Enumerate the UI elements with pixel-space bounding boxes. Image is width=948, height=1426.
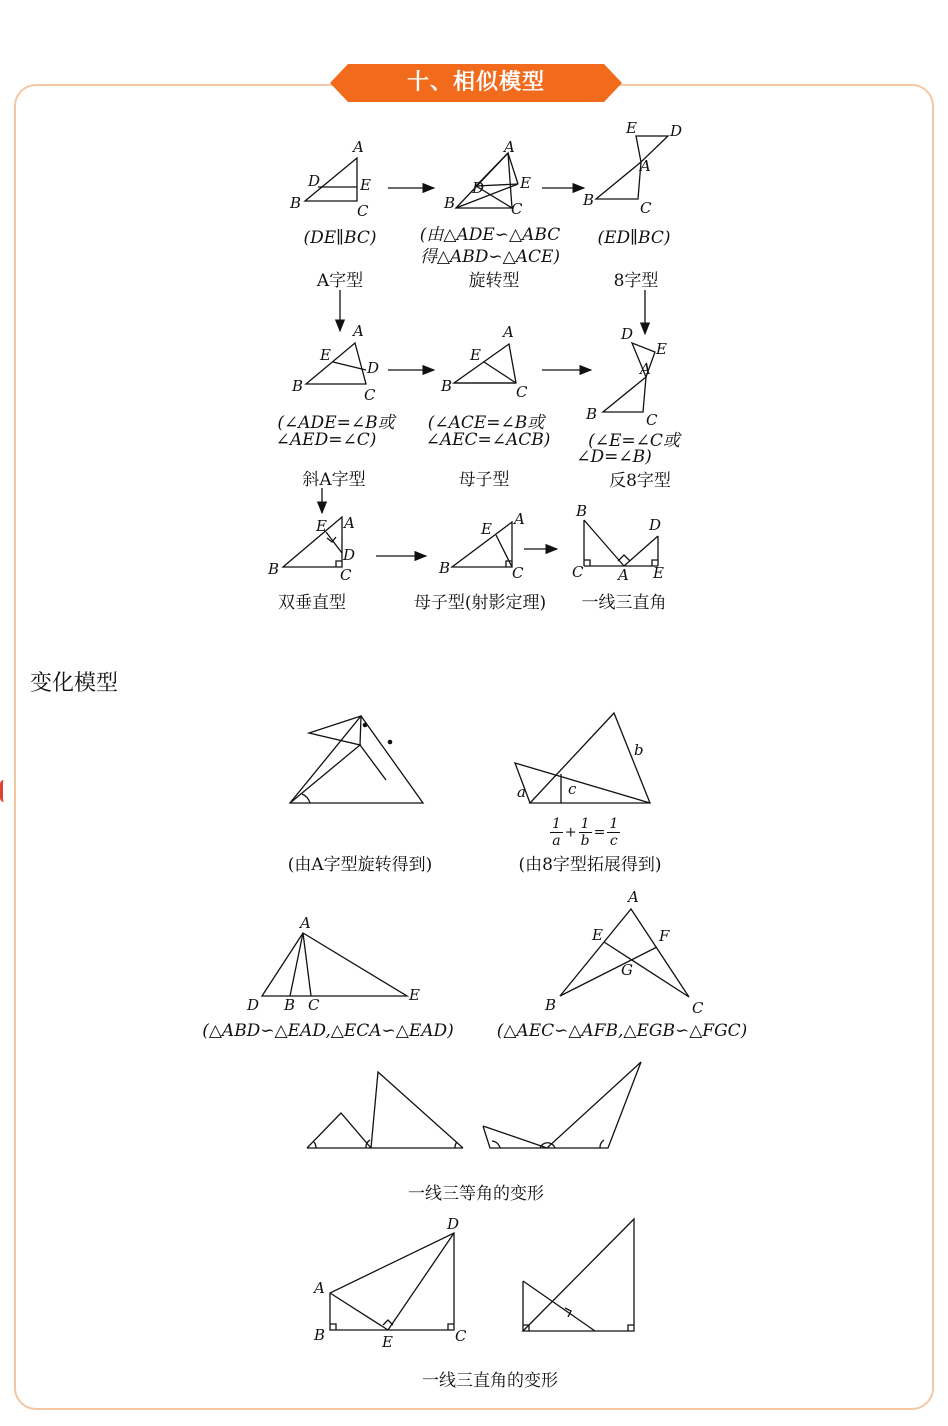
extend-eight-caption: (由8字型拓展得到) bbox=[518, 855, 662, 875]
point-label: A bbox=[618, 566, 629, 584]
similarity-equation-2: (△AEC∽△AFB,△EGB∽△FGC) bbox=[496, 1021, 748, 1041]
oblique-a-name: 斜A字型 bbox=[302, 470, 366, 490]
reverse-eight-condition-1: (∠E=∠C或 bbox=[588, 431, 680, 451]
reverse-eight-condition-2: ∠D=∠B) bbox=[576, 447, 652, 467]
point-label: C bbox=[511, 200, 523, 218]
point-label: a bbox=[517, 783, 526, 801]
one-line-three-right-figure bbox=[584, 520, 658, 566]
point-label: B bbox=[586, 405, 598, 423]
point-label: D bbox=[447, 1215, 460, 1233]
point-label: B bbox=[292, 377, 304, 395]
three-right-angles-caption: 一线三直角的变形 bbox=[422, 1371, 558, 1391]
rotation-condition-1: (由△ADE∽△ABC bbox=[419, 225, 561, 245]
point-label: B bbox=[268, 560, 280, 578]
point-label: D bbox=[308, 172, 321, 190]
oblique-a-condition-2: ∠AED=∠C) bbox=[275, 430, 377, 450]
reciprocal-formula: $\frac{1}{a}$ + $\frac{1}{b}$ = $\frac{1}{c}$ bbox=[552, 816, 619, 849]
rotation-figure bbox=[456, 153, 518, 208]
point-label: F bbox=[659, 927, 670, 945]
point-label: B bbox=[439, 559, 451, 577]
point-label: C bbox=[516, 383, 528, 401]
point-label: G bbox=[621, 961, 633, 979]
eight-type-condition: (ED∥BC) bbox=[597, 228, 671, 248]
three-equal-angles-figure-2 bbox=[483, 1062, 641, 1148]
point-label: D bbox=[367, 359, 380, 377]
double-perpendicular-name: 双垂直型 bbox=[278, 593, 346, 613]
point-label: C bbox=[308, 996, 320, 1014]
point-label: B bbox=[545, 996, 557, 1014]
point-label: B bbox=[284, 996, 296, 1014]
triangle-dbce-figure bbox=[262, 933, 407, 996]
point-label: B bbox=[583, 191, 595, 209]
point-label: A bbox=[344, 514, 355, 532]
three-right-angles-figure-1 bbox=[330, 1233, 454, 1330]
mother-child-condition-2: ∠AEC=∠ACB) bbox=[425, 430, 551, 450]
point-label: C bbox=[512, 564, 524, 582]
point-label: A bbox=[300, 914, 311, 932]
point-label: C bbox=[640, 199, 652, 217]
rotation-name: 旋转型 bbox=[468, 271, 520, 291]
point-label: D bbox=[649, 516, 662, 534]
rotation-condition-2: 得△ABD∽△ACE) bbox=[419, 247, 561, 267]
point-label: E bbox=[481, 520, 492, 538]
point-label: C bbox=[364, 386, 376, 404]
point-label: b bbox=[634, 741, 644, 759]
point-label: C bbox=[340, 566, 352, 584]
point-label: E bbox=[653, 564, 664, 582]
oblique-a-condition-1: (∠ADE=∠B或 bbox=[277, 413, 395, 433]
rotated-a-figure bbox=[290, 716, 423, 803]
eight-type-figure bbox=[596, 136, 668, 199]
point-label: A bbox=[640, 360, 651, 378]
point-label: C bbox=[455, 1327, 467, 1345]
rotate-a-caption: (由A字型旋转得到) bbox=[287, 855, 433, 875]
mother-child-name: 母子型 bbox=[458, 470, 510, 490]
a-type-name: A字型 bbox=[316, 271, 364, 291]
point-label: E bbox=[360, 176, 371, 194]
three-right-angles-figure-2 bbox=[523, 1219, 634, 1331]
point-label: A bbox=[314, 1279, 325, 1297]
section-title: 变化模型 bbox=[30, 671, 119, 696]
a-type-condition: (DE∥BC) bbox=[303, 228, 377, 248]
triangle-aefg-figure bbox=[560, 909, 689, 997]
point-label: E bbox=[626, 119, 637, 137]
point-label: D bbox=[472, 179, 485, 197]
point-label: A bbox=[514, 510, 525, 528]
page-title: 十、相似模型 bbox=[406, 70, 545, 95]
three-equal-angles-figure-1 bbox=[307, 1072, 463, 1148]
point-label: B bbox=[576, 502, 588, 520]
point-label: E bbox=[320, 346, 331, 364]
point-label: E bbox=[382, 1333, 393, 1351]
projection-name: 母子型(射影定理) bbox=[413, 593, 547, 613]
point-label: C bbox=[357, 202, 369, 220]
point-label: A bbox=[503, 323, 514, 341]
extended-eight-figure bbox=[515, 713, 650, 803]
one-line-three-right-name: 一线三直角 bbox=[581, 593, 667, 613]
point-label: D bbox=[343, 546, 356, 564]
point-label: E bbox=[656, 340, 667, 358]
point-label: c bbox=[568, 780, 577, 798]
point-label: E bbox=[592, 926, 603, 944]
point-label: A bbox=[353, 322, 364, 340]
point-label: B bbox=[314, 1326, 326, 1344]
point-label: C bbox=[572, 563, 584, 581]
three-equal-angles-caption: 一线三等角的变形 bbox=[408, 1184, 544, 1204]
eight-type-name: 8字型 bbox=[613, 271, 659, 291]
point-label: D bbox=[247, 996, 260, 1014]
oblique-a-figure bbox=[306, 343, 366, 384]
point-label: B bbox=[290, 194, 302, 212]
point-label: E bbox=[520, 174, 531, 192]
point-label: B bbox=[441, 377, 453, 395]
point-label: E bbox=[409, 986, 420, 1004]
point-label: C bbox=[692, 999, 704, 1017]
point-label: A bbox=[628, 888, 639, 906]
point-label: A bbox=[353, 138, 364, 156]
double-perpendicular-figure bbox=[283, 517, 342, 567]
point-label: D bbox=[621, 325, 634, 343]
point-label: A bbox=[504, 138, 515, 156]
point-label: A bbox=[640, 157, 651, 175]
mother-child-figure bbox=[454, 344, 516, 383]
reverse-eight-name: 反8字型 bbox=[609, 471, 671, 491]
point-label: E bbox=[316, 517, 327, 535]
point-label: B bbox=[444, 194, 456, 212]
point-label: D bbox=[670, 122, 683, 140]
mother-child-condition-1: (∠ACE=∠B或 bbox=[427, 413, 545, 433]
similarity-equation-1: (△ABD∽△EAD,△ECA∽△EAD) bbox=[202, 1021, 454, 1041]
point-label: C bbox=[646, 411, 658, 429]
point-label: E bbox=[470, 346, 481, 364]
